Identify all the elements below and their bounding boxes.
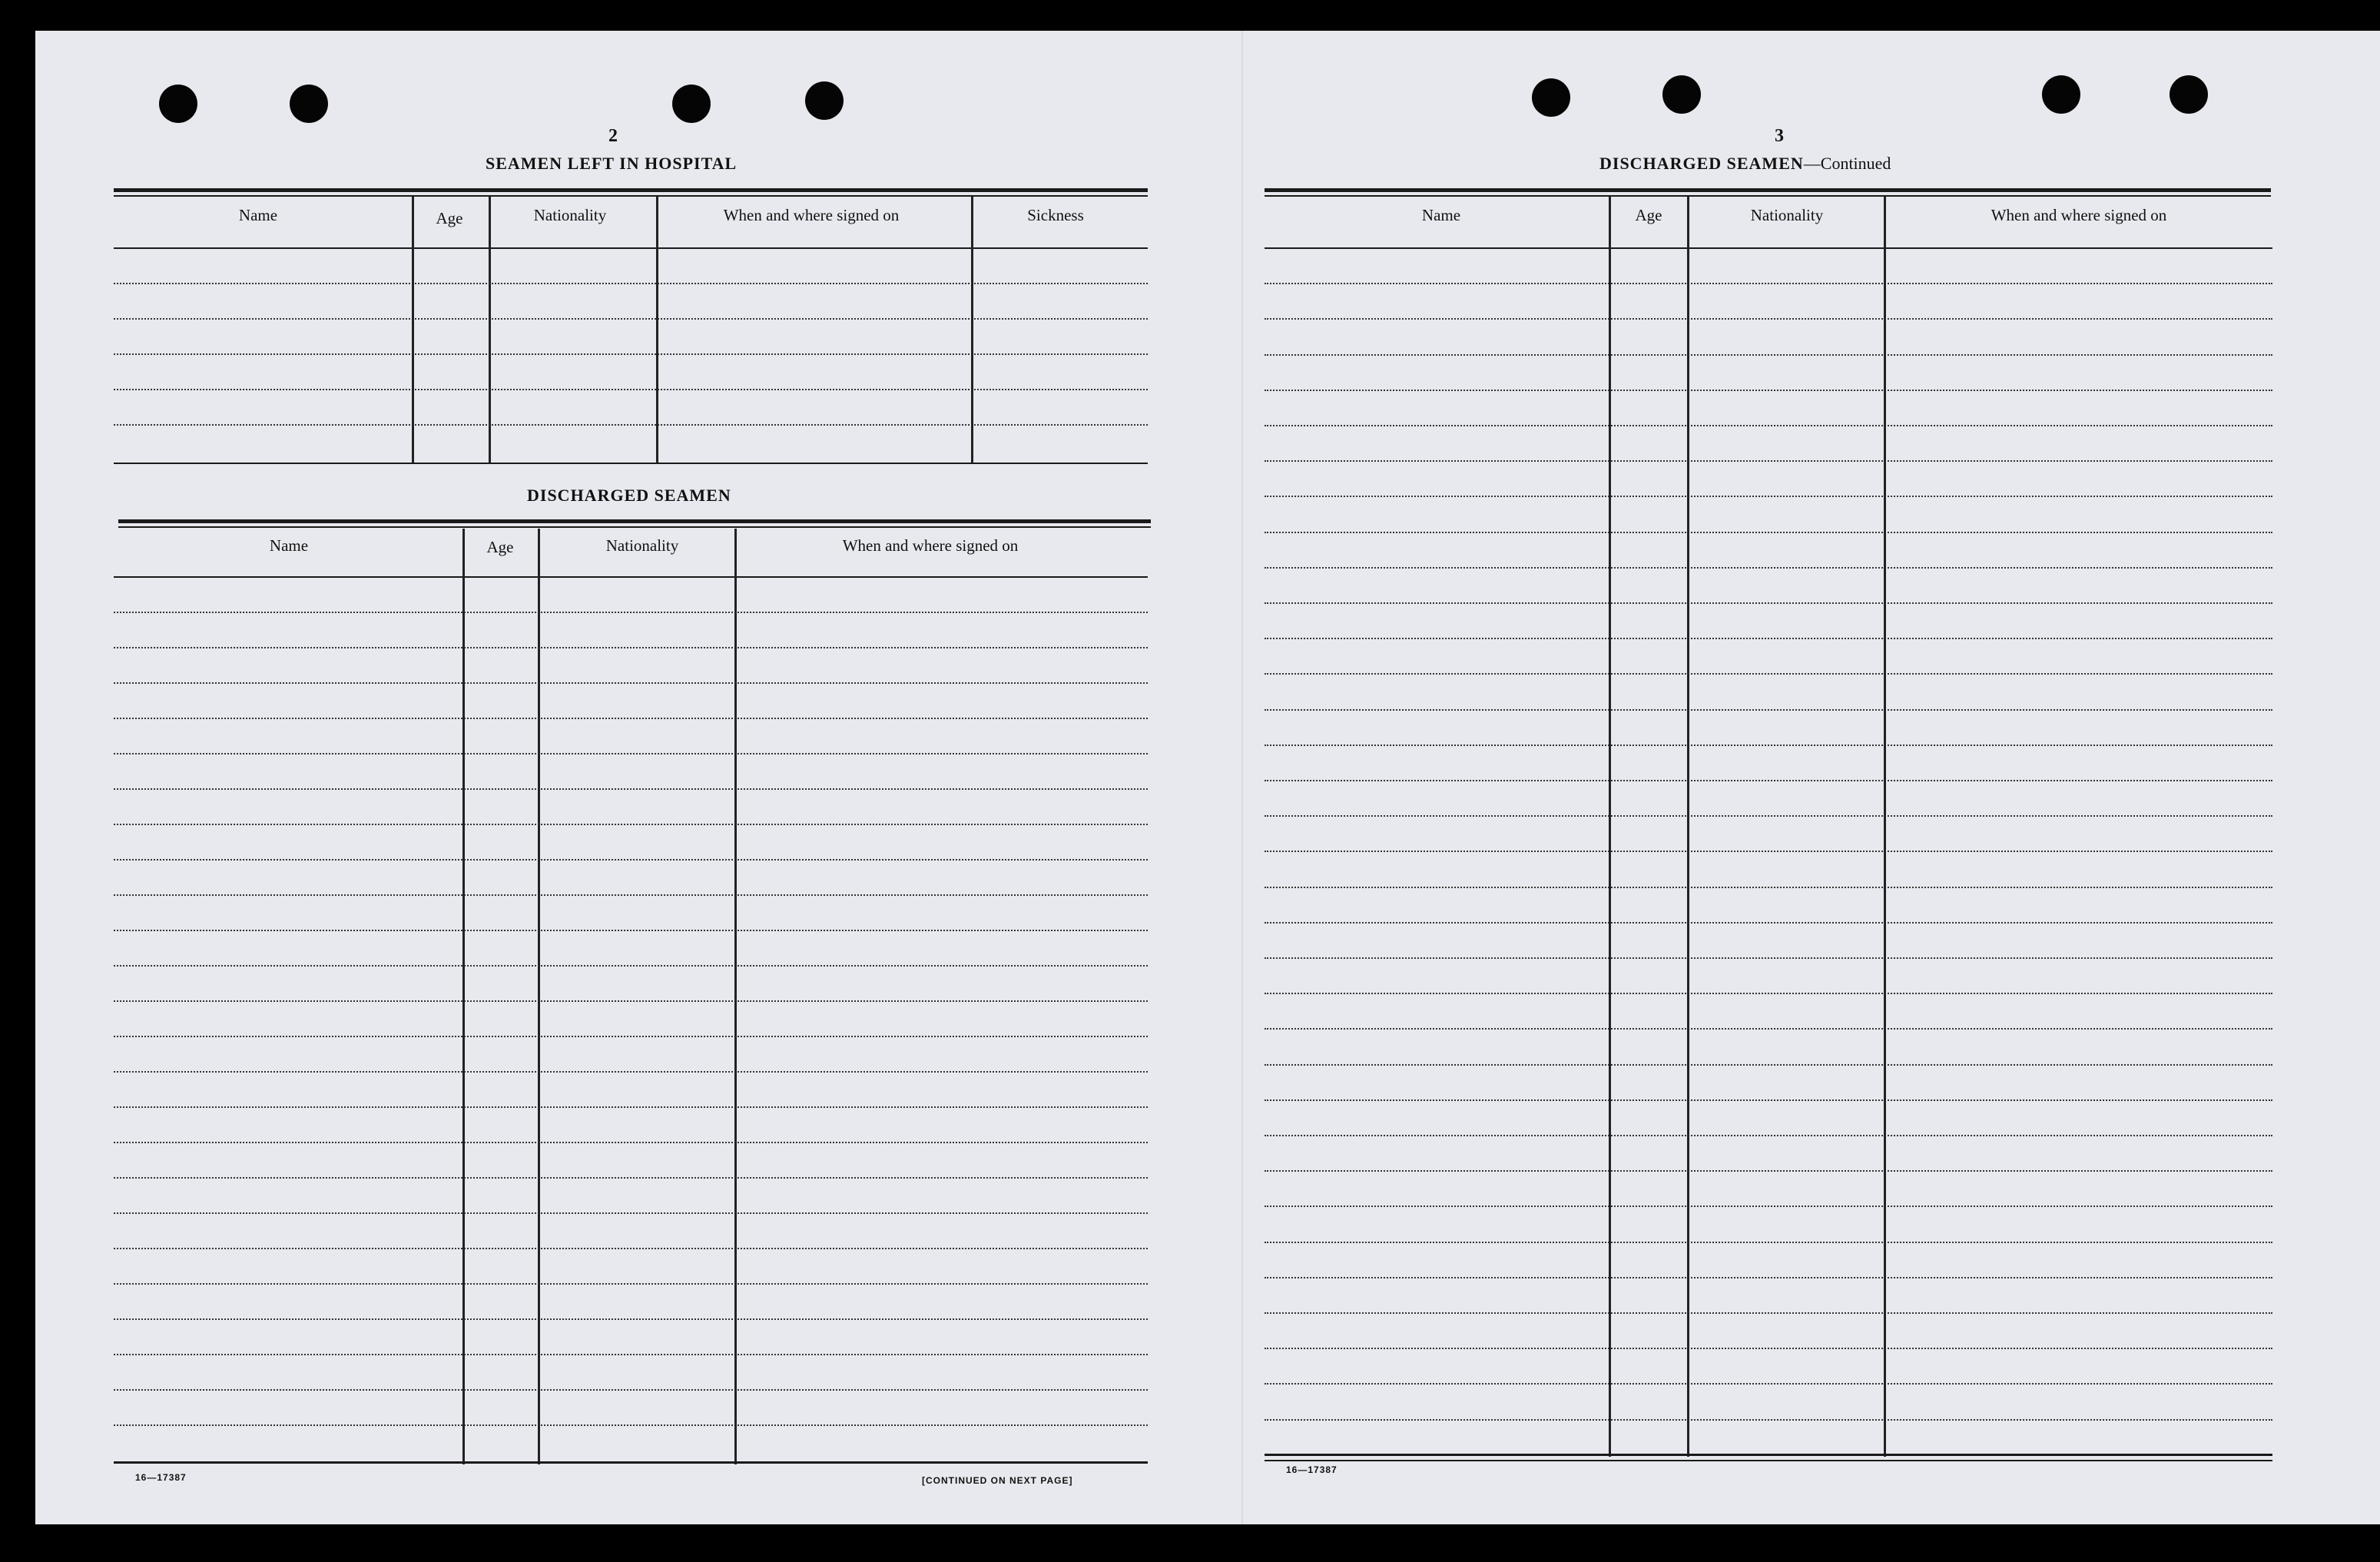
table-row[interactable] bbox=[114, 1212, 1148, 1214]
table-row[interactable] bbox=[114, 1318, 1148, 1320]
column-header-sickness: Sickness bbox=[1027, 206, 1084, 224]
page-number: 3 bbox=[1775, 126, 1784, 146]
column-header-signed-on: When and where signed on bbox=[723, 206, 900, 224]
table-row[interactable] bbox=[114, 1354, 1148, 1355]
table-row[interactable] bbox=[114, 647, 1148, 648]
table-row[interactable] bbox=[114, 965, 1148, 967]
column-header-age: Age bbox=[1635, 206, 1662, 224]
column-header-age: Age bbox=[486, 538, 514, 556]
table-row[interactable] bbox=[114, 1071, 1148, 1073]
table-row[interactable] bbox=[114, 318, 1148, 320]
table-row[interactable] bbox=[1265, 318, 2272, 320]
header-rule bbox=[114, 576, 1148, 578]
column-divider bbox=[412, 197, 414, 463]
table-row[interactable] bbox=[1265, 1348, 2272, 1349]
section-rule bbox=[1265, 195, 2271, 197]
page-gutter bbox=[1241, 31, 1243, 1524]
table-row[interactable] bbox=[1265, 1419, 2272, 1421]
table-row[interactable] bbox=[114, 1036, 1148, 1037]
table-row[interactable] bbox=[1265, 993, 2272, 994]
column-divider bbox=[489, 197, 491, 463]
table-row[interactable] bbox=[1265, 390, 2272, 391]
table-row[interactable] bbox=[114, 353, 1148, 355]
table-row[interactable] bbox=[1265, 851, 2272, 852]
section-title-text: DISCHARGED SEAMEN bbox=[1599, 154, 1804, 173]
column-divider bbox=[656, 197, 658, 463]
form-sheet bbox=[35, 31, 2380, 1524]
column-divider bbox=[1884, 197, 1886, 1457]
table-row[interactable] bbox=[1265, 1312, 2272, 1314]
table-row[interactable] bbox=[114, 1283, 1148, 1285]
table-row[interactable] bbox=[114, 824, 1148, 825]
table-row[interactable] bbox=[1265, 354, 2272, 356]
table-row[interactable] bbox=[114, 753, 1148, 754]
table-row[interactable] bbox=[1265, 709, 2272, 711]
table-row[interactable] bbox=[1265, 1099, 2272, 1101]
discharged-section-title: DISCHARGED SEAMEN bbox=[527, 486, 731, 505]
table-row[interactable] bbox=[1265, 1028, 2272, 1030]
header-rule bbox=[114, 247, 1148, 249]
table-row[interactable] bbox=[1265, 673, 2272, 675]
table-row[interactable] bbox=[1265, 780, 2272, 781]
column-header-nationality: Nationality bbox=[533, 206, 607, 224]
table-row[interactable] bbox=[1265, 1383, 2272, 1385]
discharged-continued-title bbox=[1599, 154, 1891, 174]
table-row[interactable] bbox=[114, 1424, 1148, 1426]
table-row[interactable] bbox=[114, 894, 1148, 896]
column-divider bbox=[462, 529, 465, 1464]
table-row[interactable] bbox=[114, 424, 1148, 426]
section-rule bbox=[1265, 188, 2271, 192]
column-header-signed-on: When and where signed on bbox=[842, 536, 1019, 555]
table-row[interactable] bbox=[114, 859, 1148, 861]
table-row[interactable] bbox=[1265, 815, 2272, 817]
table-row[interactable] bbox=[1265, 460, 2272, 462]
left-page bbox=[35, 31, 1234, 1524]
table-row[interactable] bbox=[1265, 957, 2272, 959]
right-page bbox=[1265, 31, 2380, 1524]
column-divider bbox=[734, 529, 737, 1464]
section-rule bbox=[114, 195, 1148, 197]
table-row[interactable] bbox=[1265, 1277, 2272, 1278]
table-row[interactable] bbox=[1265, 887, 2272, 888]
table-row[interactable] bbox=[114, 1177, 1148, 1179]
section-title-suffix: —Continued bbox=[1803, 154, 1891, 173]
header-rule bbox=[1265, 247, 2272, 249]
bottom-rule bbox=[1265, 1460, 2272, 1461]
table-row[interactable] bbox=[114, 930, 1148, 931]
column-header-name: Name bbox=[238, 206, 278, 224]
table-row[interactable] bbox=[114, 1106, 1148, 1108]
table-row[interactable] bbox=[114, 1389, 1148, 1391]
table-row[interactable] bbox=[1265, 602, 2272, 604]
section-rule bbox=[118, 519, 1151, 523]
table-row[interactable] bbox=[114, 718, 1148, 719]
table-row[interactable] bbox=[1265, 496, 2272, 497]
table-row[interactable] bbox=[114, 389, 1148, 390]
column-divider bbox=[971, 197, 973, 463]
column-header-nationality: Nationality bbox=[1750, 206, 1824, 224]
column-divider bbox=[1609, 197, 1611, 1457]
section-rule bbox=[114, 188, 1148, 192]
table-row[interactable] bbox=[114, 283, 1148, 284]
section-rule bbox=[114, 463, 1148, 464]
column-divider bbox=[1687, 197, 1689, 1457]
table-row[interactable] bbox=[1265, 922, 2272, 924]
table-row[interactable] bbox=[114, 788, 1148, 790]
column-divider bbox=[538, 529, 540, 1464]
table-row[interactable] bbox=[1265, 1064, 2272, 1066]
column-header-age: Age bbox=[436, 209, 463, 227]
continued-note: [CONTINUED ON NEXT PAGE] bbox=[922, 1475, 1073, 1486]
page-number: 2 bbox=[608, 126, 618, 146]
hospital-section-title: SEAMEN LEFT IN HOSPITAL bbox=[486, 154, 738, 173]
table-row[interactable] bbox=[114, 1000, 1148, 1002]
table-row[interactable] bbox=[1265, 1170, 2272, 1172]
table-row[interactable] bbox=[1265, 425, 2272, 426]
table-row[interactable] bbox=[1265, 1242, 2272, 1243]
bottom-rule bbox=[1265, 1454, 2272, 1456]
table-row[interactable] bbox=[114, 682, 1148, 684]
table-row[interactable] bbox=[1265, 567, 2272, 569]
table-row[interactable] bbox=[1265, 1205, 2272, 1207]
table-row[interactable] bbox=[114, 1142, 1148, 1143]
table-row[interactable] bbox=[1265, 745, 2272, 746]
column-header-signed-on: When and where signed on bbox=[1991, 206, 2167, 224]
table-row[interactable] bbox=[1265, 638, 2272, 639]
section-rule bbox=[118, 526, 1151, 528]
table-row[interactable] bbox=[1265, 283, 2272, 284]
table-row[interactable] bbox=[114, 1248, 1148, 1249]
bottom-rule bbox=[114, 1461, 1148, 1464]
table-row[interactable] bbox=[1265, 1135, 2272, 1136]
form-number: 16—17387 bbox=[135, 1472, 187, 1483]
column-header-name: Name bbox=[1421, 206, 1461, 224]
table-row[interactable] bbox=[114, 612, 1148, 613]
column-header-name: Name bbox=[269, 536, 309, 555]
form-number: 16—17387 bbox=[1286, 1464, 1338, 1475]
table-row[interactable] bbox=[1265, 532, 2272, 533]
column-header-nationality: Nationality bbox=[605, 536, 679, 555]
